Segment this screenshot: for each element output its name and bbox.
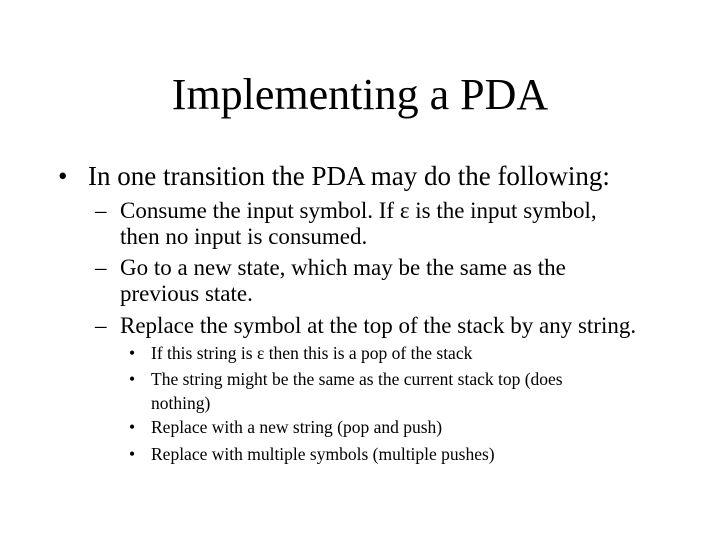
dash-marker: – xyxy=(95,198,107,223)
bullet-marker: • xyxy=(129,369,136,389)
subsubbullet-text xyxy=(151,342,472,366)
subsubbullet-line: nothing) xyxy=(151,392,211,413)
subbullet-text xyxy=(120,198,597,250)
subbullet-text xyxy=(120,255,566,307)
subsubbullet-text xyxy=(151,368,563,415)
bullet-marker: • xyxy=(58,161,68,191)
bullet-text: In one transition the PDA may do the following: xyxy=(88,161,610,191)
subbullet-line: then no input is consumed. xyxy=(120,224,368,249)
slide-title: Implementing a PDA xyxy=(171,70,549,119)
subsubbullet-text xyxy=(151,443,495,467)
subbullet-line: Go to a new state, which may be the same as the xyxy=(120,255,566,280)
subbullet-line: Consume the input symbol. If ε is the input symbol, xyxy=(120,198,597,223)
bullet-marker: • xyxy=(129,417,136,437)
subbullet-line: previous state. xyxy=(120,281,253,306)
subsubbullet-line: Replace with multiple symbols (multiple pushes) xyxy=(151,444,495,464)
subsubbullet-line: Replace with a new string (pop and push) xyxy=(151,417,443,437)
dash-marker: – xyxy=(95,255,107,280)
bullet-marker: • xyxy=(129,343,136,363)
bullet-marker: • xyxy=(129,444,136,464)
subbullet-line: Replace the symbol at the top of the stack by any string. xyxy=(120,313,637,338)
subsubbullet-line: If this string is ε then this is a pop of the stack xyxy=(151,343,473,363)
subsubbullet-line: The string might be the same as the current stack top (does xyxy=(151,369,563,389)
subbullet-text xyxy=(120,313,636,339)
subsubbullet-text xyxy=(151,416,442,440)
dash-marker: – xyxy=(95,313,107,338)
